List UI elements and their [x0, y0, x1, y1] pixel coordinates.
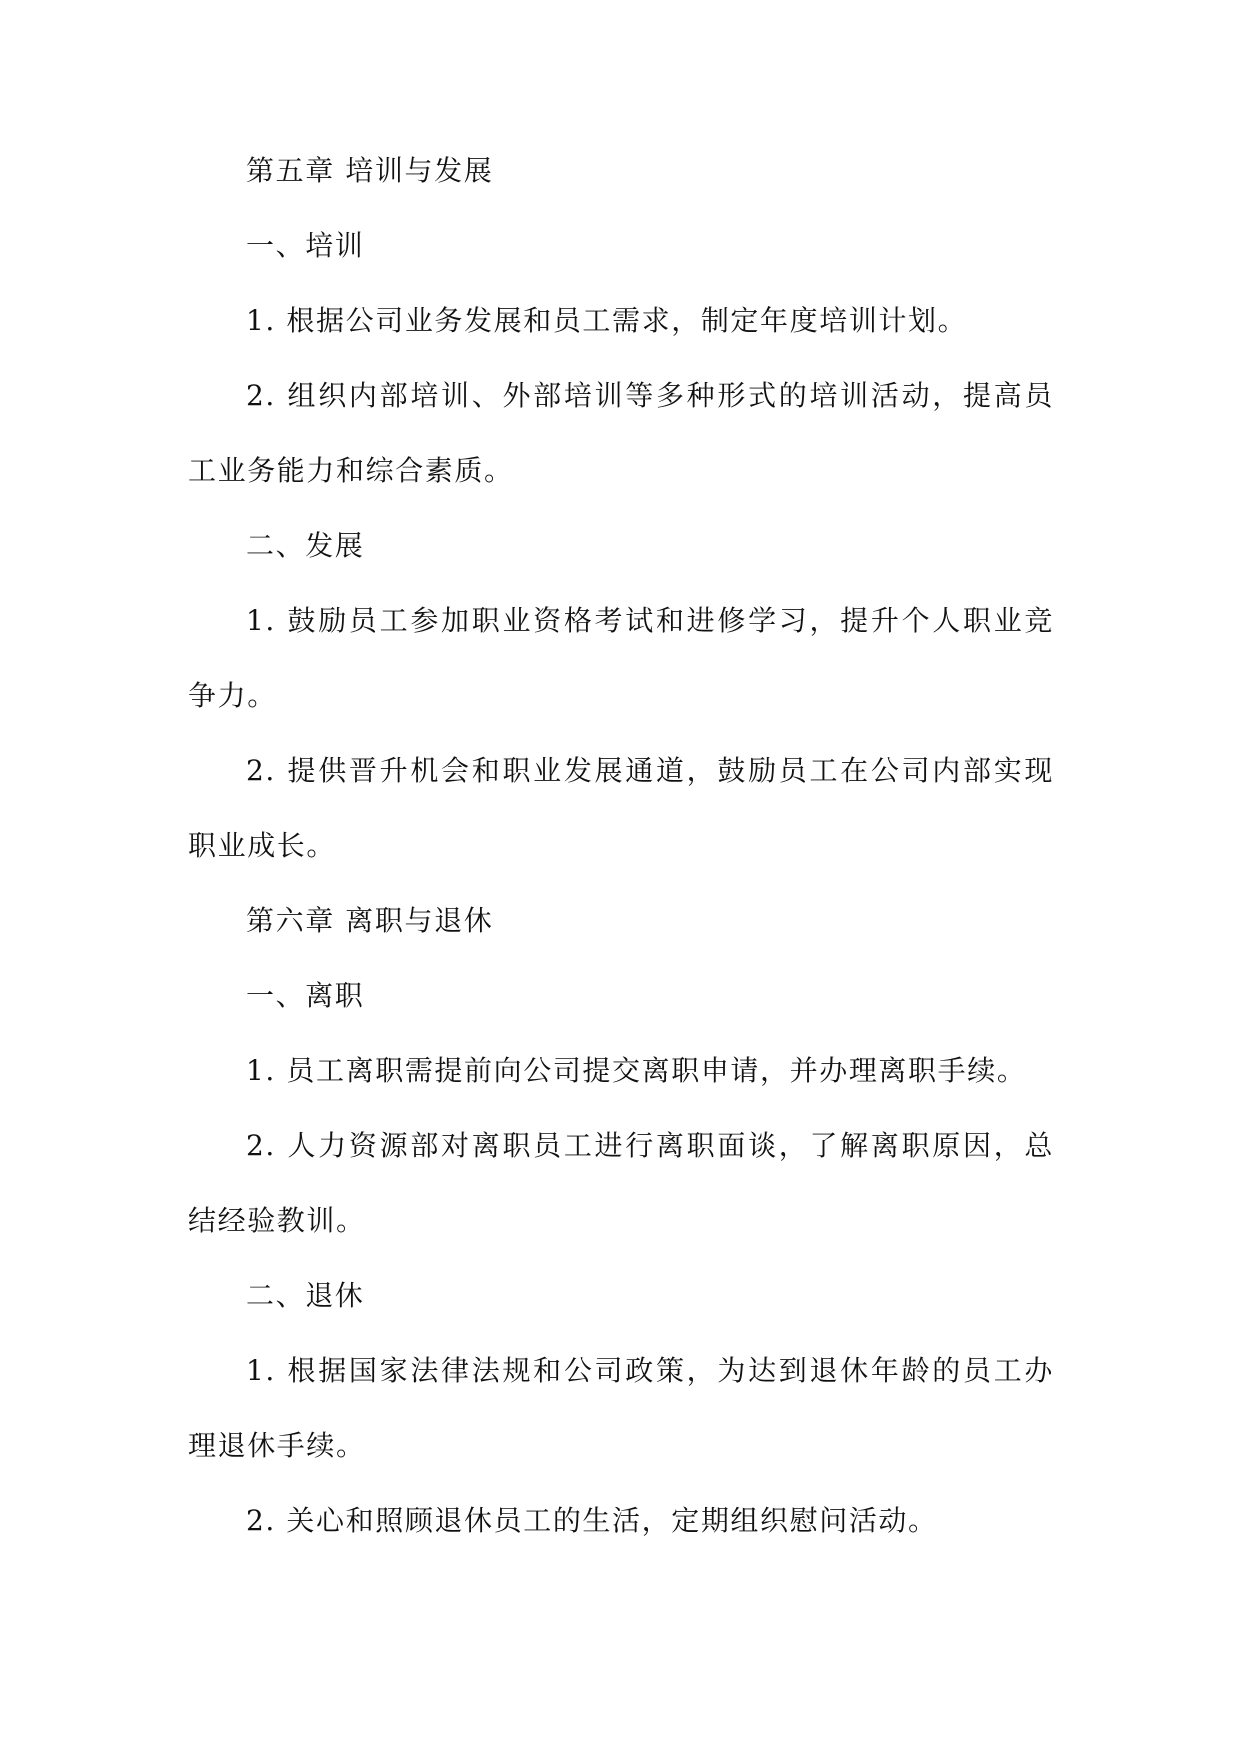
development-item-2: 2. 提供晋升机会和职业发展通道，鼓励员工在公司内部实现职业成长。 [188, 754, 1054, 862]
chapter-5-title: 第五章 培训与发展 [246, 154, 494, 187]
resignation-item-2: 2. 人力资源部对离职员工进行离职面谈，了解离职原因，总结经验教训。 [188, 1129, 1054, 1237]
chapter-6-title: 第六章 离职与退休 [246, 904, 494, 937]
training-item-1: 1. 根据公司业务发展和员工需求，制定年度培训计划。 [246, 304, 968, 337]
retirement-item-1: 1. 根据国家法律法规和公司政策，为达到退休年龄的员工办理退休手续。 [188, 1354, 1054, 1462]
section-heading-training: 一、培训 [246, 229, 365, 262]
document-body [188, 133, 1054, 1558]
development-item-1: 1. 鼓励员工参加职业资格考试和进修学习，提升个人职业竞争力。 [188, 604, 1054, 712]
section-heading-retirement: 二、退休 [246, 1279, 365, 1312]
retirement-item-2: 2. 关心和照顾退休员工的生活，定期组织慰问活动。 [246, 1504, 938, 1537]
training-item-2: 2. 组织内部培训、外部培训等多种形式的培训活动，提高员工业务能力和综合素质。 [188, 379, 1054, 487]
section-heading-development: 二、发展 [246, 529, 365, 562]
section-heading-resignation: 一、离职 [246, 979, 365, 1012]
resignation-item-1: 1. 员工离职需提前向公司提交离职申请，并办理离职手续。 [246, 1054, 1027, 1087]
